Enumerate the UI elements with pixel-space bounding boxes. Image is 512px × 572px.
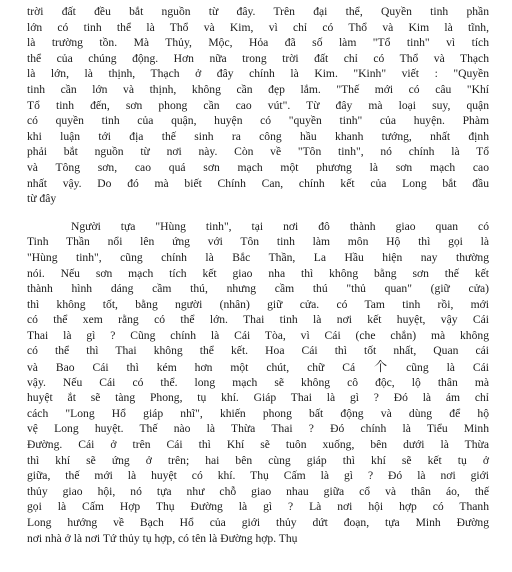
text-line: có quyền tinh của quận, huyện có "quyền tinh" của huyện. Phàm [27,114,489,128]
text-line: Thai là gì ? Cũng chính là Cái Tòa, vì Cái (che chắn) mà không [27,328,489,342]
chinese-character: 个 [374,359,388,375]
text-line: có thể thì Thai không thể kết. Hoa Cái thì tốt nhất, Quan cái [27,344,489,358]
text-line: gọi là Cấm Hợp Thụ Đường là gì ? Là nơi hội hợp có Thanh [27,500,489,514]
text-line: Long hướng về Bạch Hổ của giới thủy dứt đoạn, tựa Minh Đường [27,516,489,529]
text-line: cách "Long Hổ giáp nhĩ", khiến phong bất động và dùng để hộ [27,406,489,420]
text-line: Người tựa "Hùng tinh", tại nơi đô thành giao quan có [71,219,489,233]
text-line: tinh cần lớn và thịnh, không cần đẹp lắm. "Thế mới có câu "Khí [27,82,489,96]
text-line: từ đây [27,192,57,206]
text-line: và Tông sơn, cao quá sơn mạch một phương là sơn mạch cao [27,160,489,174]
text-line: lớn có tinh thể là Thổ và Kim, vì chỉ có Thổ và Kim là tĩnh, [27,20,489,34]
text-line: thể của chúng động. Hơn nữa trong trời đất chỉ có Thổ và Thạch [27,51,489,65]
text-line: thì khí sẽ ứng ở trên; hai bên cùng giáp thì khí sẽ kết tụ ở [27,453,489,467]
text-line: phải bắt nguồn từ nơi này. Còn về "Tôn tinh", nó chính là Tổ [27,145,489,159]
text-line: Tổ tinh đến, sơn phong cần cao vút". Từ đây mà loại suy, quận [27,98,489,112]
paragraph-1 [27,4,489,207]
text-line: giữa, thế mới là huyệt có khí. Thụ Cấm là gì ? Đó là nơi giới [27,469,489,483]
text-line: nói. Nếu sơn mạch tích kết giao nha thì không bằng sơn thế kết [27,266,489,280]
body-text [27,4,489,546]
text-line: nhất vậy. Do đó mà biết Chính Can, chính kết của Long bắt đầu [27,176,489,190]
text-line: vệ Long huyệt. Thế nào là Thừa Thai ? Đó chính là Tiểu Minh [27,422,489,436]
text-line: thì không tốt, bằng người (nhân) giữ cửa. có Tam tinh rồi, mới [27,297,489,311]
text-line: thủy giao hội, nó tựa như chỗ giao nhau giữa cổ và thân áo, thế [27,484,489,498]
text-line: huyệt ắt sẽ tàng Phong, tụ khí. Giáp Thai là gì ? Đó là ám chỉ [27,391,489,405]
text-line: trời đất đều bắt nguồn từ đây. Trên đại thể, Quyền tinh phần [27,5,489,18]
text-line: thành hình dáng cầm thú, nhưng cầm thú "thủ quan" (giữ cửa) [27,282,489,296]
text-line: và Bao Cái thì kém hơn một chút, chữ Cá 个 cũng là Cái [27,359,489,375]
text-line: là trường tồn. Mà Thủy, Mộc, Hỏa đã số làm "Tổ tinh" vì tích [27,36,489,50]
text-line: có thể xem rằng có thể lớn. Thai tinh là nơi kết huyệt, vậy Cái [27,313,489,327]
text-line: Tinh Thần nổi lên ứng với Tôn tinh làm môn Hộ thì gọi là [27,235,489,249]
text-line: Đường. Cái ở trên Cái thì Khí sẽ tuôn xuống, bên dưới là Thừa [27,438,489,452]
text-line: vậy. Nếu Cái có thể. long mạch sẽ không cô độc, lộ thân mà [27,375,489,389]
text-line: nơi nhà ở là nơi Tứ thủy tụ hợp, có tên là Đường hợp. Thụ [27,531,298,545]
paragraph-2 [27,219,489,546]
text-line: là lớn, là thịnh, Thạch ở đây chính là Kim. "Kinh" viết : "Quyền [27,67,489,81]
text-line: khi luận tới địa thế sinh ra công hầu khanh tướng, nhất định [27,129,489,143]
text-line: "Hùng tinh", cũng chính là Bắc Thần, La Hầu hiện nay thường [27,250,489,264]
